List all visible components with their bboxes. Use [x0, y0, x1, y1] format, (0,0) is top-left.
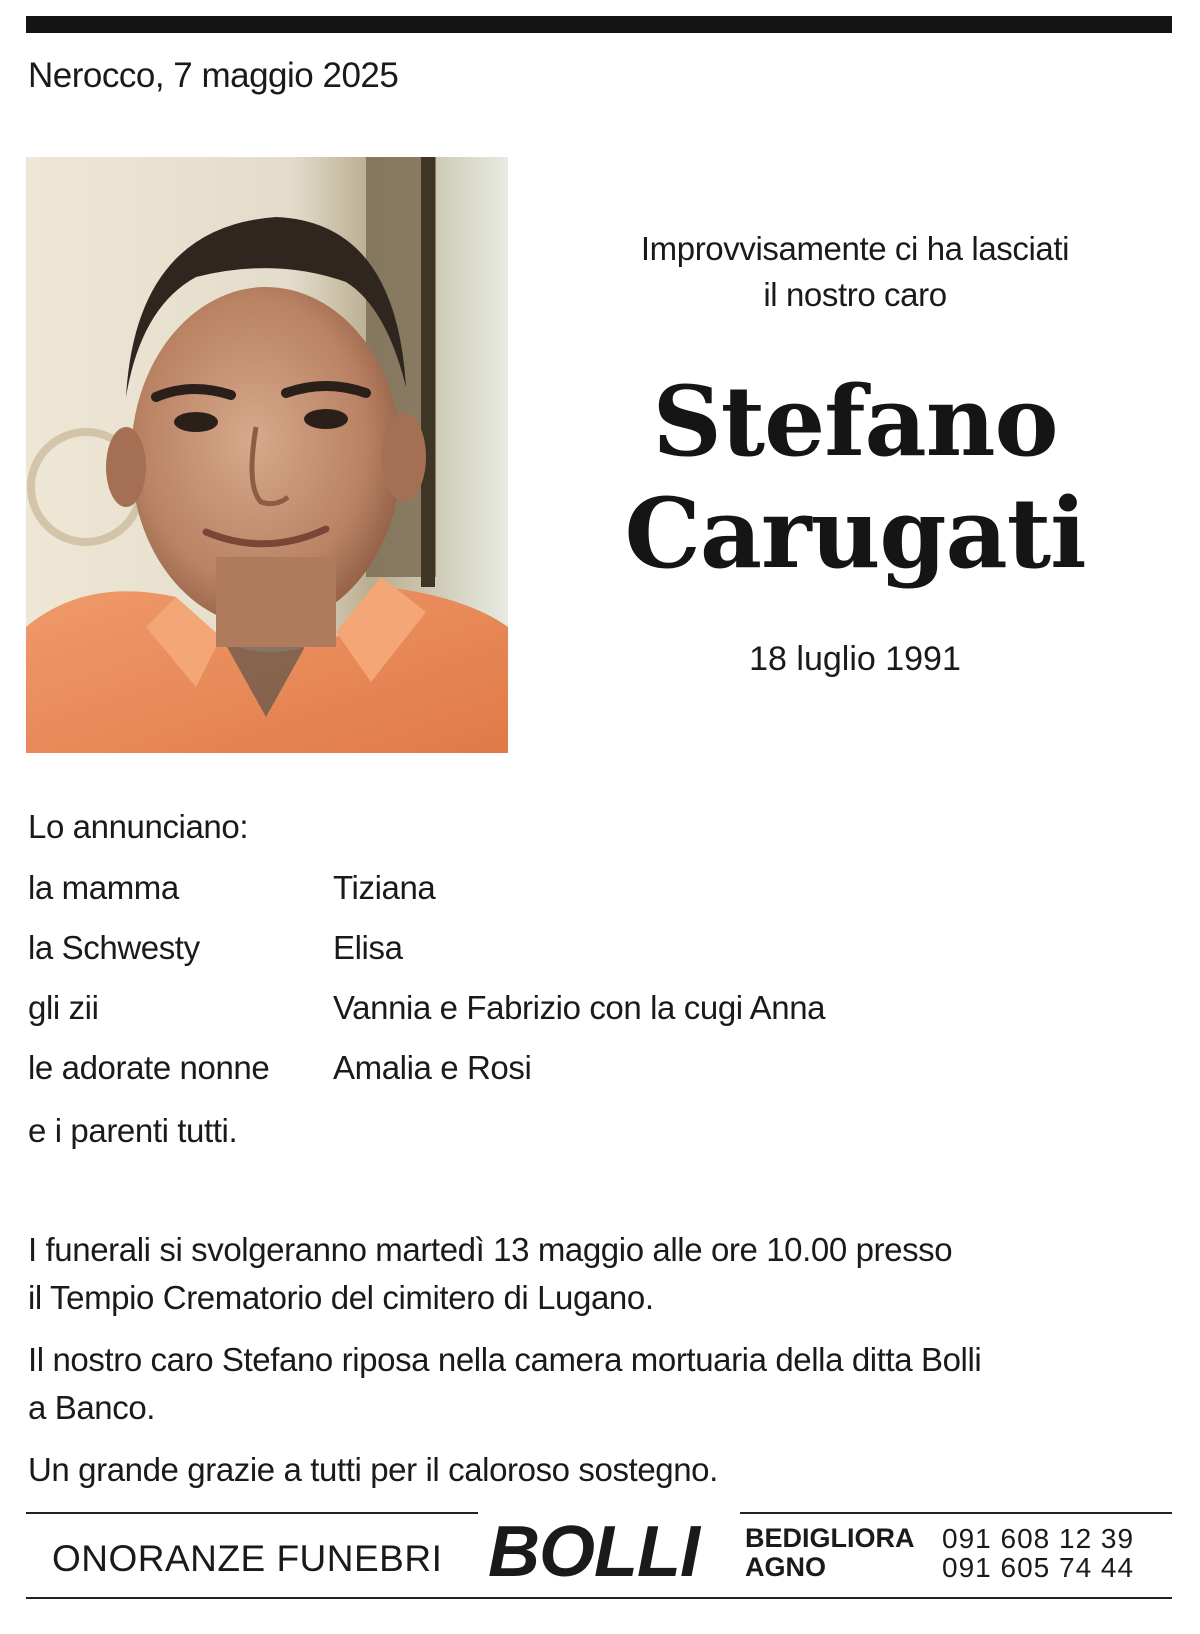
portrait-photo-icon	[26, 157, 508, 753]
relation-label: la mamma	[28, 869, 179, 906]
list-item	[28, 858, 825, 918]
funeral-p1-line1: I funerali si svolgeranno martedì 13 maggio alle ore 10.00 presso	[28, 1231, 953, 1268]
funeral-p2-line2: a Banco.	[28, 1389, 156, 1426]
relation-label: le adorate nonne	[28, 1049, 270, 1086]
list-item	[28, 1038, 825, 1098]
funeral-p1-line2: il Tempio Crematorio del cimitero di Lugano.	[28, 1279, 654, 1316]
intro-line-2: il nostro caro	[763, 276, 947, 313]
location-phone: 091 608 12 39	[942, 1523, 1135, 1554]
footer-rule-bottom	[26, 1597, 1172, 1599]
relatives-closing: e i parenti tutti.	[28, 1112, 238, 1149]
list-item	[28, 978, 825, 1038]
footer-locations	[745, 1524, 915, 1582]
relative-names: Vannia e Fabrizio con la cugi Anna	[333, 989, 826, 1026]
funeral-home-logo: BOLLI	[488, 1512, 699, 1592]
deceased-name	[560, 366, 1150, 590]
intro-text	[560, 226, 1150, 318]
relation-label: la Schwesty	[28, 929, 200, 966]
footer-rule-top-right	[740, 1512, 1172, 1514]
birth-date: 18 luglio 1991	[749, 640, 961, 678]
relative-names: Elisa	[333, 929, 403, 966]
place-date: Nerocco, 7 maggio 2025	[28, 56, 399, 95]
portrait-photo	[26, 157, 508, 753]
funeral-service-label: ONORANZE FUNEBRI	[52, 1538, 443, 1579]
relation-label: gli zii	[28, 989, 99, 1026]
relative-names: Amalia e Rosi	[333, 1049, 532, 1086]
first-name: Stefano	[652, 365, 1058, 478]
location-city: BEDIGLIORA	[745, 1523, 915, 1553]
location-phone: 091 605 74 44	[942, 1552, 1135, 1583]
funeral-details	[28, 1226, 1158, 1508]
announcement-heading: Lo annunciano:	[28, 808, 249, 845]
relatives-list	[28, 858, 825, 1098]
funeral-paragraph-1	[28, 1226, 1158, 1322]
intro-line-1: Improvvisamente ci ha lasciati	[640, 230, 1070, 267]
list-item	[28, 918, 825, 978]
footer-rule-top-left	[26, 1512, 478, 1514]
last-name: Carugati	[624, 477, 1086, 590]
relative-names: Tiziana	[333, 869, 436, 906]
funeral-p2-line1: Il nostro caro Stefano riposa nella camera mortuaria della ditta Bolli	[28, 1341, 982, 1378]
location-city: AGNO	[745, 1552, 826, 1582]
funeral-paragraph-2	[28, 1336, 1158, 1432]
top-rule	[26, 16, 1172, 33]
footer-phones	[942, 1524, 1134, 1582]
funeral-paragraph-3: Un grande grazie a tutti per il caloroso sostegno.	[28, 1451, 718, 1488]
